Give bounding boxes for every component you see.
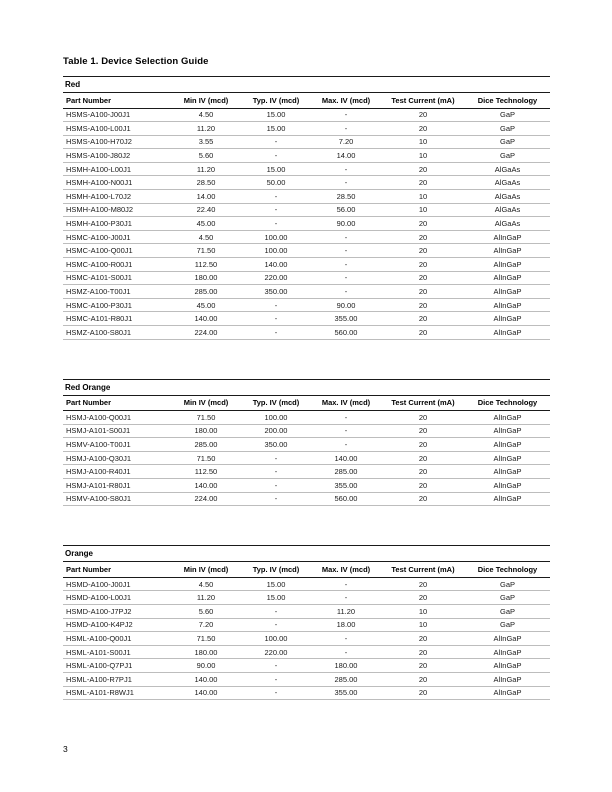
part-number-cell: HSMS-A100-L00J1 — [63, 122, 171, 136]
section-orange — [63, 545, 550, 700]
value-cell: 224.00 — [171, 326, 241, 340]
value-cell: GaP — [465, 108, 550, 122]
value-cell: 140.00 — [171, 479, 241, 493]
value-cell: 5.60 — [171, 604, 241, 618]
part-number-cell: HSMD-A100-L00J1 — [63, 591, 171, 605]
value-cell: 20 — [381, 438, 465, 452]
column-header: Part Number — [63, 396, 171, 411]
value-cell: AlGaAs — [465, 176, 550, 190]
value-cell: 100.00 — [241, 411, 311, 425]
value-cell: 11.20 — [171, 122, 241, 136]
part-number-cell: HSMS-A100-H70J2 — [63, 135, 171, 149]
value-cell: 71.50 — [171, 411, 241, 425]
table-row — [63, 645, 550, 659]
part-number-cell: HSMH-A100-P30J1 — [63, 217, 171, 231]
value-cell: - — [241, 217, 311, 231]
value-cell: 20 — [381, 122, 465, 136]
table-row — [63, 176, 550, 190]
value-cell: 90.00 — [311, 298, 381, 312]
value-cell: 140.00 — [241, 258, 311, 272]
part-number-cell: HSMJ-A100-R40J1 — [63, 465, 171, 479]
value-cell: 28.50 — [171, 176, 241, 190]
table-row — [63, 244, 550, 258]
section-label-red-orange: Red Orange — [63, 380, 550, 396]
part-number-cell: HSMH-A100-N00J1 — [63, 176, 171, 190]
value-cell: 350.00 — [241, 438, 311, 452]
column-header: Typ. IV (mcd) — [241, 93, 311, 108]
part-number-cell: HSMH-A100-L70J2 — [63, 190, 171, 204]
value-cell: 220.00 — [241, 645, 311, 659]
part-number-cell: HSMC-A100-R00J1 — [63, 258, 171, 272]
value-cell: 140.00 — [171, 686, 241, 700]
table-row — [63, 162, 550, 176]
column-header: Test Current (mA) — [381, 396, 465, 411]
value-cell: - — [241, 659, 311, 673]
value-cell: AlInGaP — [465, 451, 550, 465]
part-number-cell: HSML-A101-R8WJ1 — [63, 686, 171, 700]
value-cell: - — [241, 686, 311, 700]
value-cell: AlInGaP — [465, 424, 550, 438]
value-cell: 15.00 — [241, 591, 311, 605]
column-header: Min IV (mcd) — [171, 396, 241, 411]
value-cell: 18.00 — [311, 618, 381, 632]
value-cell: 220.00 — [241, 271, 311, 285]
value-cell: - — [241, 190, 311, 204]
value-cell: 45.00 — [171, 217, 241, 231]
table-row — [63, 411, 550, 425]
column-header: Test Current (mA) — [381, 562, 465, 577]
column-header: Max. IV (mcd) — [311, 396, 381, 411]
value-cell: - — [311, 108, 381, 122]
table-row — [63, 438, 550, 452]
value-cell: - — [311, 271, 381, 285]
value-cell: - — [311, 176, 381, 190]
table-row — [63, 451, 550, 465]
table-row — [63, 604, 550, 618]
value-cell: 4.50 — [171, 577, 241, 591]
value-cell: 10 — [381, 604, 465, 618]
column-header: Min IV (mcd) — [171, 93, 241, 108]
value-cell: 71.50 — [171, 451, 241, 465]
value-cell: - — [241, 135, 311, 149]
value-cell: - — [311, 632, 381, 646]
value-cell: 100.00 — [241, 632, 311, 646]
part-number-cell: HSMC-A100-P30J1 — [63, 298, 171, 312]
value-cell: - — [241, 203, 311, 217]
value-cell: GaP — [465, 149, 550, 163]
value-cell: 20 — [381, 108, 465, 122]
value-cell: 28.50 — [311, 190, 381, 204]
column-header: Part Number — [63, 93, 171, 108]
column-header: Test Current (mA) — [381, 93, 465, 108]
value-cell: - — [311, 258, 381, 272]
value-cell: AlInGaP — [465, 479, 550, 493]
part-number-cell: HSMH-A100-M80J2 — [63, 203, 171, 217]
table-row — [63, 591, 550, 605]
value-cell: AlGaAs — [465, 217, 550, 231]
table-row — [63, 326, 550, 340]
part-number-cell: HSMS-A100-J00J1 — [63, 108, 171, 122]
part-number-cell: HSMS-A100-J80J2 — [63, 149, 171, 163]
value-cell: GaP — [465, 618, 550, 632]
table-area — [63, 56, 550, 700]
table-row — [63, 298, 550, 312]
value-cell: 45.00 — [171, 298, 241, 312]
value-cell: 10 — [381, 190, 465, 204]
value-cell: AlInGaP — [465, 645, 550, 659]
value-cell: 20 — [381, 411, 465, 425]
value-cell: 50.00 — [241, 176, 311, 190]
table-row — [63, 190, 550, 204]
value-cell: AlInGaP — [465, 438, 550, 452]
value-cell: 20 — [381, 451, 465, 465]
value-cell: 20 — [381, 465, 465, 479]
value-cell: - — [311, 411, 381, 425]
value-cell: - — [241, 326, 311, 340]
value-cell: 15.00 — [241, 122, 311, 136]
part-number-cell: HSMJ-A100-Q00J1 — [63, 411, 171, 425]
value-cell: 10 — [381, 203, 465, 217]
value-cell: 20 — [381, 686, 465, 700]
section-red — [63, 76, 550, 340]
value-cell: 20 — [381, 162, 465, 176]
value-cell: 560.00 — [311, 492, 381, 506]
value-cell: AlInGaP — [465, 411, 550, 425]
value-cell: 7.20 — [171, 618, 241, 632]
value-cell: 10 — [381, 135, 465, 149]
value-cell: 180.00 — [171, 424, 241, 438]
value-cell: - — [241, 492, 311, 506]
value-cell: 20 — [381, 326, 465, 340]
value-cell: AlInGaP — [465, 298, 550, 312]
value-cell: 20 — [381, 244, 465, 258]
value-cell: 14.00 — [171, 190, 241, 204]
table-row — [63, 479, 550, 493]
value-cell: - — [311, 591, 381, 605]
value-cell: 180.00 — [171, 645, 241, 659]
value-cell: - — [241, 465, 311, 479]
value-cell: - — [311, 230, 381, 244]
column-header: Max. IV (mcd) — [311, 93, 381, 108]
value-cell: AlInGaP — [465, 659, 550, 673]
part-number-cell: HSMZ-A100-S80J1 — [63, 326, 171, 340]
part-number-cell: HSMC-A101-S00J1 — [63, 271, 171, 285]
value-cell: 5.60 — [171, 149, 241, 163]
value-cell: 3.55 — [171, 135, 241, 149]
value-cell: - — [311, 645, 381, 659]
value-cell: 112.50 — [171, 465, 241, 479]
value-cell: 20 — [381, 492, 465, 506]
value-cell: - — [241, 149, 311, 163]
table-row — [63, 659, 550, 673]
table-row — [63, 492, 550, 506]
part-number-cell: HSMC-A100-Q00J1 — [63, 244, 171, 258]
value-cell: 20 — [381, 424, 465, 438]
table-row — [63, 312, 550, 326]
value-cell: 90.00 — [171, 659, 241, 673]
value-cell: GaP — [465, 135, 550, 149]
value-cell: - — [241, 672, 311, 686]
device-table-red-orange — [63, 396, 550, 507]
column-header: Typ. IV (mcd) — [241, 562, 311, 577]
page-title: Table 1. Device Selection Guide — [63, 56, 209, 67]
value-cell: 15.00 — [241, 577, 311, 591]
value-cell: 285.00 — [171, 438, 241, 452]
value-cell: 71.50 — [171, 244, 241, 258]
table-row — [63, 217, 550, 231]
value-cell: - — [241, 298, 311, 312]
value-cell: - — [311, 162, 381, 176]
value-cell: 285.00 — [311, 465, 381, 479]
table-row — [63, 271, 550, 285]
value-cell: 7.20 — [311, 135, 381, 149]
part-number-cell: HSMJ-A100-Q30J1 — [63, 451, 171, 465]
value-cell: 22.40 — [171, 203, 241, 217]
section-label-orange: Orange — [63, 546, 550, 562]
value-cell: 180.00 — [311, 659, 381, 673]
value-cell: AlInGaP — [465, 465, 550, 479]
value-cell: GaP — [465, 591, 550, 605]
value-cell: - — [241, 479, 311, 493]
part-number-cell: HSMV-A100-T00J1 — [63, 438, 171, 452]
value-cell: GaP — [465, 577, 550, 591]
value-cell: 20 — [381, 479, 465, 493]
table-row — [63, 686, 550, 700]
part-number-cell: HSMZ-A100-T00J1 — [63, 285, 171, 299]
value-cell: AlGaAs — [465, 162, 550, 176]
value-cell: 20 — [381, 258, 465, 272]
table-row — [63, 632, 550, 646]
table-row — [63, 203, 550, 217]
value-cell: 180.00 — [171, 271, 241, 285]
value-cell: 100.00 — [241, 244, 311, 258]
value-cell: AlInGaP — [465, 258, 550, 272]
value-cell: AlInGaP — [465, 492, 550, 506]
value-cell: 140.00 — [171, 312, 241, 326]
column-header: Dice Technology — [465, 396, 550, 411]
value-cell: 15.00 — [241, 108, 311, 122]
value-cell: 224.00 — [171, 492, 241, 506]
part-number-cell: HSML-A101-S00J1 — [63, 645, 171, 659]
value-cell: 200.00 — [241, 424, 311, 438]
column-header: Part Number — [63, 562, 171, 577]
header-row — [63, 93, 550, 108]
value-cell: - — [241, 604, 311, 618]
value-cell: 56.00 — [311, 203, 381, 217]
value-cell: 4.50 — [171, 108, 241, 122]
device-table-orange — [63, 562, 550, 700]
value-cell: - — [311, 438, 381, 452]
part-number-cell: HSML-A100-R7PJ1 — [63, 672, 171, 686]
value-cell: GaP — [465, 604, 550, 618]
column-header: Typ. IV (mcd) — [241, 396, 311, 411]
value-cell: 285.00 — [171, 285, 241, 299]
part-number-cell: HSMC-A100-J00J1 — [63, 230, 171, 244]
table-row — [63, 424, 550, 438]
device-table-red — [63, 93, 550, 340]
value-cell: GaP — [465, 122, 550, 136]
part-number-cell: HSMD-A100-J00J1 — [63, 577, 171, 591]
value-cell: 285.00 — [311, 672, 381, 686]
value-cell: - — [241, 618, 311, 632]
value-cell: 11.20 — [171, 591, 241, 605]
value-cell: 14.00 — [311, 149, 381, 163]
value-cell: 10 — [381, 618, 465, 632]
value-cell: 20 — [381, 217, 465, 231]
value-cell: 355.00 — [311, 312, 381, 326]
value-cell: 10 — [381, 149, 465, 163]
table-row — [63, 258, 550, 272]
value-cell: - — [241, 451, 311, 465]
part-number-cell: HSMV-A100-S80J1 — [63, 492, 171, 506]
value-cell: 15.00 — [241, 162, 311, 176]
value-cell: AlInGaP — [465, 312, 550, 326]
value-cell: AlInGaP — [465, 285, 550, 299]
column-header: Dice Technology — [465, 562, 550, 577]
column-header: Min IV (mcd) — [171, 562, 241, 577]
value-cell: 20 — [381, 672, 465, 686]
value-cell: 20 — [381, 285, 465, 299]
value-cell: 100.00 — [241, 230, 311, 244]
value-cell: 20 — [381, 298, 465, 312]
value-cell: AlInGaP — [465, 230, 550, 244]
value-cell: AlGaAs — [465, 203, 550, 217]
column-header: Dice Technology — [465, 93, 550, 108]
value-cell: 355.00 — [311, 686, 381, 700]
section-label-red: Red — [63, 77, 550, 93]
table-row — [63, 149, 550, 163]
value-cell: 71.50 — [171, 632, 241, 646]
value-cell: AlInGaP — [465, 632, 550, 646]
value-cell: - — [311, 285, 381, 299]
value-cell: 140.00 — [171, 672, 241, 686]
part-number-cell: HSMC-A101-R80J1 — [63, 312, 171, 326]
value-cell: 560.00 — [311, 326, 381, 340]
section-red-orange — [63, 379, 550, 507]
table-row — [63, 672, 550, 686]
table-row — [63, 230, 550, 244]
value-cell: 90.00 — [311, 217, 381, 231]
table-row — [63, 577, 550, 591]
value-cell: - — [311, 577, 381, 591]
value-cell: 140.00 — [311, 451, 381, 465]
table-row — [63, 108, 550, 122]
part-number-cell: HSMD-A100-K4PJ2 — [63, 618, 171, 632]
value-cell: 20 — [381, 577, 465, 591]
value-cell: 20 — [381, 230, 465, 244]
header-row — [63, 562, 550, 577]
table-row — [63, 465, 550, 479]
value-cell: 11.20 — [171, 162, 241, 176]
value-cell: AlInGaP — [465, 686, 550, 700]
value-cell: AlInGaP — [465, 244, 550, 258]
table-row — [63, 285, 550, 299]
value-cell: 20 — [381, 659, 465, 673]
part-number-cell: HSMH-A100-L00J1 — [63, 162, 171, 176]
part-number-cell: HSMJ-A101-S00J1 — [63, 424, 171, 438]
value-cell: AlInGaP — [465, 672, 550, 686]
table-row — [63, 135, 550, 149]
column-header: Max. IV (mcd) — [311, 562, 381, 577]
value-cell: 20 — [381, 176, 465, 190]
value-cell: 20 — [381, 312, 465, 326]
value-cell: 112.50 — [171, 258, 241, 272]
value-cell: AlGaAs — [465, 190, 550, 204]
value-cell: 355.00 — [311, 479, 381, 493]
value-cell: 350.00 — [241, 285, 311, 299]
value-cell: 11.20 — [311, 604, 381, 618]
page-number: 3 — [63, 744, 68, 754]
value-cell: 20 — [381, 632, 465, 646]
value-cell: AlInGaP — [465, 326, 550, 340]
table-row — [63, 122, 550, 136]
part-number-cell: HSML-A100-Q7PJ1 — [63, 659, 171, 673]
header-row — [63, 396, 550, 411]
value-cell: 4.50 — [171, 230, 241, 244]
value-cell: 20 — [381, 591, 465, 605]
value-cell: AlInGaP — [465, 271, 550, 285]
value-cell: 20 — [381, 645, 465, 659]
table-row — [63, 618, 550, 632]
value-cell: 20 — [381, 271, 465, 285]
part-number-cell: HSMJ-A101-R80J1 — [63, 479, 171, 493]
value-cell: - — [241, 312, 311, 326]
value-cell: - — [311, 244, 381, 258]
part-number-cell: HSMD-A100-J7PJ2 — [63, 604, 171, 618]
value-cell: - — [311, 424, 381, 438]
value-cell: - — [311, 122, 381, 136]
part-number-cell: HSML-A100-Q00J1 — [63, 632, 171, 646]
